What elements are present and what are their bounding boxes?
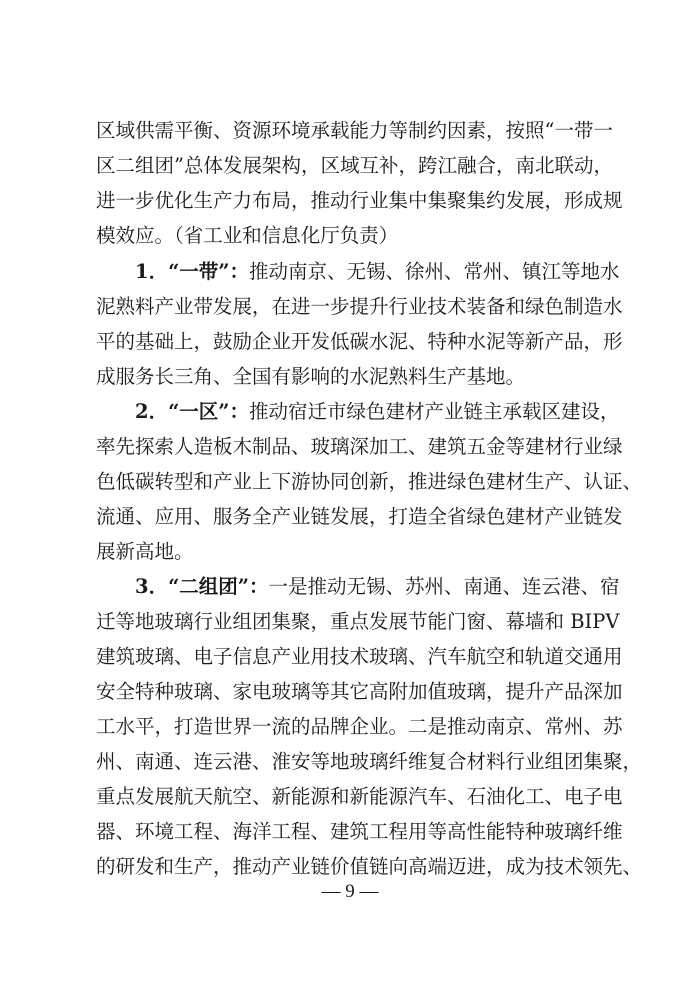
- paragraph-line: 模效应。（省工业和信息化厅负责）: [96, 224, 399, 247]
- paragraph-line: 州、南通、连云港、淮安等地玻璃纤维复合材料行业组团集聚，: [96, 750, 643, 773]
- paragraph-line: 展新高地。: [96, 540, 194, 563]
- paragraph-line: 安全特种玻璃、家电玻璃等其它高附加值玻璃，提升产品深加: [96, 680, 623, 703]
- paragraph-line: 的研发和生产，推动产业链价值链向高端迈进，成为技术领先、: [96, 855, 643, 878]
- paragraph-line: 成服务长三角、全国有影响的水泥熟料生产基地。: [96, 365, 526, 388]
- paragraph-line: 器、环境工程、海洋工程、建筑工程用等高性能特种玻璃纤维: [96, 820, 623, 843]
- paragraph-line: 泥熟料产业带发展，在进一步提升行业技术装备和绿色制造水: [96, 295, 623, 318]
- paragraph-line: 区域供需平衡、资源环境承载能力等制约因素，按照“一带一: [96, 119, 613, 142]
- item-label: 3．“二组团”：: [135, 575, 269, 598]
- item-text: 推动南京、无锡、徐州、常州、镇江等地水: [249, 260, 620, 283]
- paragraph-line: 率先探索人造板木制品、玻璃深加工、建筑五金等建材行业绿: [96, 435, 623, 458]
- paragraph-line: 进一步优化生产力布局，推动行业集中集聚集约发展，形成规: [96, 189, 623, 212]
- page-number: — 9 —: [321, 881, 379, 902]
- numbered-item-first-line: [135, 258, 620, 286]
- paragraph-line: 流通、应用、服务全产业链发展，打造全省绿色建材产业链发: [96, 505, 623, 528]
- paragraph-line: 建筑玻璃、电子信息产业用技术玻璃、汽车航空和轨道交通用: [96, 645, 623, 668]
- item-text: 推动宿迁市绿色建材产业链主承载区建设，: [249, 400, 620, 423]
- item-label: 1．“一带”：: [135, 260, 250, 283]
- numbered-item-first-line: [135, 398, 620, 426]
- item-text: 一是推动无锡、苏州、南通、连云港、宿: [268, 575, 620, 598]
- paragraph-line: 色低碳转型和产业上下游协同创新，推进绿色建材生产、认证、: [96, 470, 643, 493]
- paragraph-line: 重点发展航天航空、新能源和新能源汽车、石油化工、电子电: [96, 785, 623, 808]
- numbered-item-first-line: [135, 573, 620, 601]
- paragraph-line: 区二组团”总体发展架构，区域互补，跨江融合，南北联动，: [96, 154, 613, 177]
- paragraph-line: 工水平，打造世界一流的品牌企业。二是推动南京、常州、苏: [96, 715, 623, 738]
- paragraph-line: 平的基础上，鼓励企业开发低碳水泥、特种水泥等新产品，形: [96, 330, 623, 353]
- paragraph-line: 迁等地玻璃行业组团集聚，重点发展节能门窗、幕墙和 BIPV: [96, 610, 620, 633]
- item-label: 2．“一区”：: [135, 400, 250, 423]
